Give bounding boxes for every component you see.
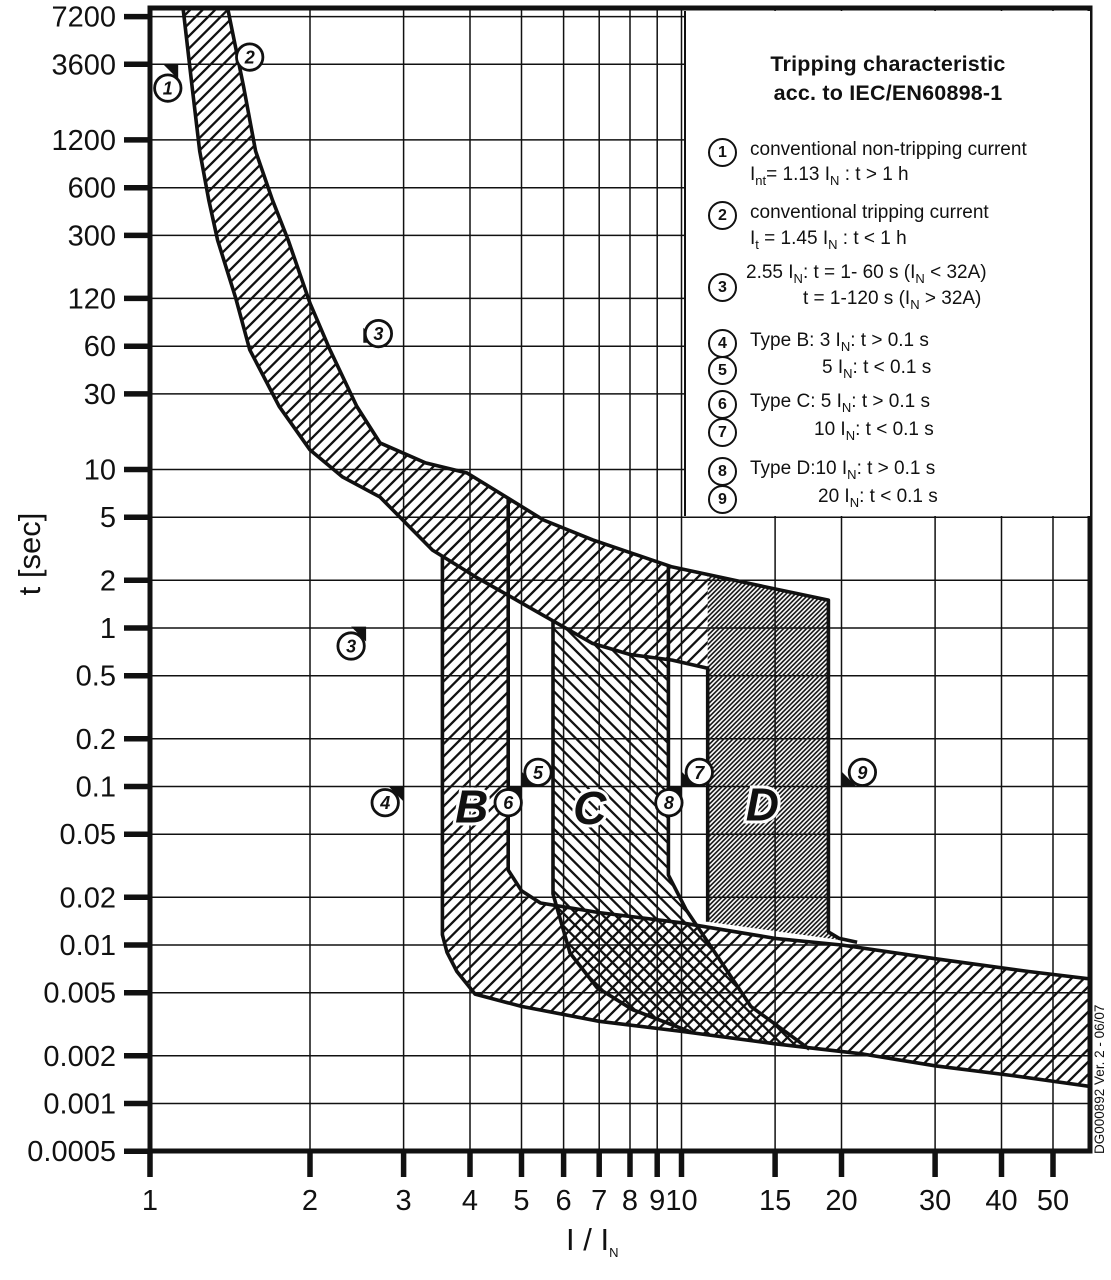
y-tick-label: 7200 [51, 1, 116, 34]
d-band-fill [708, 575, 857, 942]
legend-item-3-text-line2: t = 1-120 s $(I_N > 32A)$ [803, 288, 982, 312]
x-tick-label: 4 [461, 1185, 479, 1217]
marker-number: 5 [532, 762, 544, 783]
y-tick-label: 0.5 [75, 660, 116, 693]
legend-item-7-text: 10 $I_N$: t < 0.1 s [814, 419, 934, 443]
y-axis-label: t [sec] [12, 512, 47, 596]
marker-number: 4 [380, 793, 391, 814]
legend-item-5-text: 5 $I_N$: t < 0.1 s [822, 357, 932, 381]
x-tick-label: 10 [665, 1185, 698, 1217]
legend-item-8-number: 8 [708, 457, 737, 486]
callout-marker-7 [682, 759, 713, 786]
callout-marker-5 [522, 759, 552, 786]
legend-title-line2: acc. to IEC/EN60898-1 [773, 81, 1003, 105]
y-tick-label: 600 [67, 172, 116, 205]
y-tick-label: 0.02 [59, 882, 116, 915]
callout-marker-2 [236, 44, 263, 70]
x-tick-label: 40 [985, 1185, 1018, 1217]
legend-item-2-text-line1: conventional tripping current [750, 202, 989, 223]
y-tick-label: 2 [99, 565, 116, 598]
legend-item-4-number: 4 [708, 329, 737, 358]
legend-item-2-number: 2 [708, 201, 737, 230]
legend-title-line1: Tripping characteristic [770, 52, 1006, 76]
legend-item-1-number: 1 [708, 138, 737, 167]
y-tick-label: 0.001 [43, 1088, 116, 1121]
y-tick-label: 0.0005 [27, 1136, 116, 1169]
x-tick-label: 9 [649, 1185, 666, 1217]
marker-number: 2 [244, 47, 255, 68]
x-tick-label: 3 [395, 1185, 412, 1217]
x-tick-label: 6 [555, 1185, 572, 1217]
y-tick-label: 0.05 [59, 819, 116, 852]
x-tick-label: 50 [1036, 1185, 1070, 1217]
y-tick-label: 0.002 [43, 1040, 116, 1073]
marker-number: 3 [373, 324, 384, 345]
marker-number: 3 [346, 636, 357, 657]
zone-letter-D: D [745, 778, 780, 831]
y-tick-label: 1200 [51, 124, 116, 157]
legend-item-6-text: Type C: 5 $I_N$: t > 0.1 s [750, 391, 930, 415]
callout-marker-9 [842, 759, 876, 786]
marker-number: 7 [694, 762, 705, 783]
x-tick-label: 20 [825, 1185, 858, 1217]
legend-box [684, 11, 1090, 516]
y-tick-label: 5 [99, 502, 116, 535]
marker-number: 8 [663, 793, 674, 814]
legend-item-7-number: 7 [708, 418, 737, 447]
y-tick-label: 0.1 [75, 771, 116, 804]
x-tick-label: 7 [591, 1185, 608, 1217]
legend-item-3-text-line1: 2.55 $I_N$: t = 1- 60 s $(I_N < 32A)$ [746, 262, 987, 286]
x-tick-label: 30 [918, 1185, 952, 1217]
y-tick-label: 0.01 [59, 930, 116, 962]
marker-number: 9 [857, 762, 868, 783]
x-axis-label: I / $I_N$ [566, 1222, 619, 1261]
y-tick-label: 60 [83, 331, 116, 364]
legend-item-2-text-line2: $I_t = 1.45$ $I_N$ : t < 1 h [750, 228, 907, 252]
y-tick-label: 30 [83, 378, 116, 411]
legend-item-8-text: Type D:10 $I_N$: t > 0.1 s [750, 458, 936, 482]
legend-item-1-text-line1: conventional non-tripping current [750, 139, 1027, 160]
callout-marker-1 [155, 64, 181, 101]
y-tick-label: 10 [83, 454, 116, 487]
y-tick-label: 300 [67, 220, 116, 253]
y-tick-label: 3600 [51, 49, 116, 82]
y-tick-label: 0.2 [75, 723, 116, 756]
zone-letter-B: B [455, 780, 489, 833]
legend-item-5-number: 5 [708, 356, 737, 385]
marker-number: 1 [162, 78, 173, 99]
x-tick-label: 5 [513, 1185, 530, 1217]
x-tick-label: 15 [758, 1185, 792, 1217]
document-reference: DG000892 Ver. 2 - 06/07 [1092, 1004, 1107, 1154]
legend-item-6-number: 6 [708, 390, 737, 419]
zone-letter-C: C [573, 782, 607, 835]
y-tick-label: 0.005 [43, 977, 116, 1010]
y-tick-label: 1 [99, 613, 116, 645]
callout-marker-3 [338, 627, 366, 660]
marker-number: 6 [503, 793, 514, 814]
x-tick-label: 2 [301, 1185, 319, 1217]
callout-marker-3 [363, 320, 391, 346]
x-tick-label: 8 [621, 1185, 639, 1217]
x-tick-label: 1 [141, 1185, 159, 1217]
y-tick-label: 120 [67, 283, 116, 316]
legend-item-9-text: 20 $I_N$: t < 0.1 s [818, 486, 938, 510]
legend-item-3-number: 3 [708, 273, 737, 302]
legend-item-9-number: 9 [708, 485, 737, 514]
legend-item-1-text-line2: $I_{nt}= 1.13$ $I_N$ : t > 1 h [750, 164, 909, 188]
legend-item-4-text: Type B: 3 $I_N$: t > 0.1 s [750, 330, 929, 354]
callout-marker-4 [372, 787, 404, 816]
